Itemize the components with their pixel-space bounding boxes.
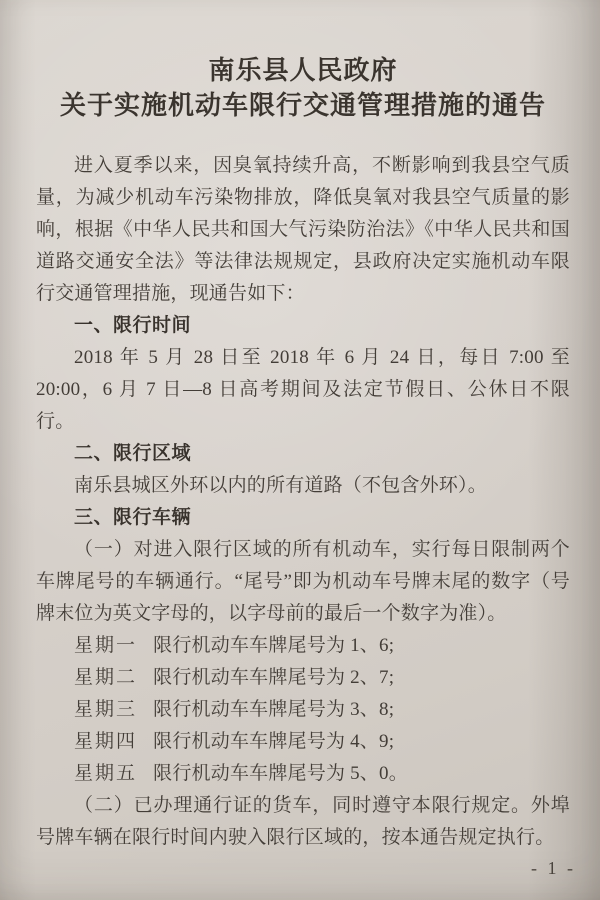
schedule-rule: 限行机动车车牌尾号为 2、7; [153,667,395,688]
schedule-row-tuesday [36,662,570,694]
weekday-schedule [36,630,570,790]
notice-document [36,0,570,854]
section2-heading: 二、限行区域 [74,443,192,464]
page-number: - 1 - [531,858,576,878]
section3-item1: （一）对进入限行区域的所有机动车，实行每日限制两个车牌尾号的车辆通行。“尾号”即为机动车号牌末尾的数字（号牌末位为英文字母的，以字母前的最后一个数字为准）。 [36,539,570,624]
schedule-row-monday [36,630,570,662]
schedule-day: 星期三 [74,699,138,720]
section1-heading: 一、限行时间 [74,315,192,336]
schedule-day: 星期二 [74,667,138,688]
schedule-row-thursday [36,726,570,758]
schedule-day: 星期五 [74,763,138,784]
schedule-day: 星期四 [74,731,138,752]
section1-body: 2018 年 5 月 28 日至 2018 年 6 月 24 日，每日 7:00 至 20:00，6 月 7 日—8 日高考期间及法定节假日、公休日不限行。 [36,347,570,432]
section2-body: 南乐县城区外环以内的所有道路（不包含外环）。 [74,475,487,496]
schedule-rule: 限行机动车车牌尾号为 1、6; [153,635,395,656]
schedule-rule: 限行机动车车牌尾号为 3、8; [153,699,395,720]
title-subject: 关于实施机动车限行交通管理措施的通告 [59,91,546,120]
section3-heading: 三、限行车辆 [74,507,192,528]
document-body [36,150,570,854]
intro-paragraph: 进入夏季以来，因臭氧持续升高，不断影响到我县空气质量，为减少机动车污染物排放，降低臭氧对我县空气质量的影响，根据《中华人民共和国大气污染防治法》《中华人民共和国道路交通安全法》等法律法规规定，县政府决定实施机动车限行交通管理措施，现通告如下： [36,155,570,304]
schedule-rule: 限行机动车车牌尾号为 4、9; [153,731,395,752]
title-issuer: 南乐县人民政府 [208,56,398,85]
schedule-row-friday [36,758,570,790]
schedule-day: 星期一 [74,635,138,656]
schedule-rule: 限行机动车车牌尾号为 5、0。 [153,763,408,784]
schedule-row-wednesday [36,694,570,726]
document-title [36,54,570,124]
section3-item2: （二）已办理通行证的货车，同时遵守本限行规定。外埠号牌车辆在限行时间内驶入限行区域的，按本通告规定执行。 [36,795,570,848]
